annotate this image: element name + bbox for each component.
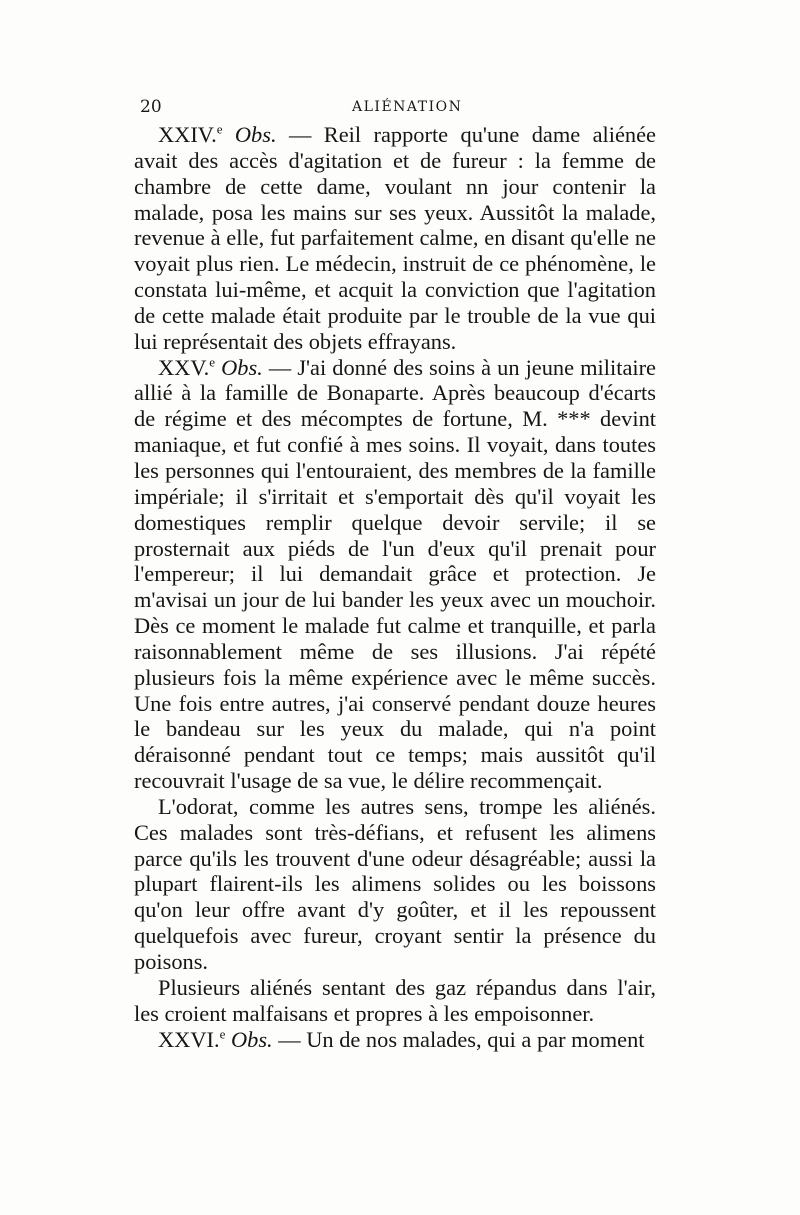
obs-superscript: e [216, 121, 223, 137]
paragraph-text: — Reil rapporte qu'une dame aliénée avait des accès d'agitation et de fureur : la femme de chambre de cette dame, voulant nn jour contenir la malade, posa les mains sur ses yeux. Aussitôt la malade, revenue à elle, fut parfaitement calme, en disant qu'elle ne voyait plus rien. Le médecin, instruit de ce phénomène, le constata lui-même, et acquit la conviction que l'agitation de cette malade était produite par le trouble de la vue qui lui représentait des objets effrayans. [134, 122, 656, 354]
paragraph-text: — Un de nos malades, qui a par moment [272, 1026, 645, 1052]
obs-abbreviation: Obs. [221, 354, 263, 380]
obs-abbreviation: Obs. [234, 122, 277, 147]
body-text [134, 122, 656, 1052]
obs-number: XXIV. [158, 122, 217, 147]
paragraph-text: — J'ai donné des soins à un jeune militaire allié à la famille de Bonaparte. Après beaucoup d'écarts de régime et des mécomptes de fortune, M. *** devint maniaque, et fut confié à mes soins. Il voyait, dans toutes les personnes qui l'entouraient, des membres de la famille impériale; il s'irritait et s'emportait dès qu'il voyait les domestiques remplir quelque devoir servile; il se prosternait aux piéds de l'un d'eux qu'il prenait pour l'empereur; il lui demandait grâce et protection. Je m'avisai un jour de lui bander les yeux avec un mouchoir. Dès ce moment le malade fut calme et tranquille, et parla raisonnablement même de ses illusions. J'ai répété plusieurs fois la même expérience avec le même succès. Une fois entre autres, j'ai conservé pendant douze heures le bandeau sur les yeux du malade, qui n'a point déraisonné pendant tout ce temps; mais aussitôt qu'il recouvrait l'usage de sa vue, le délire recommençait. [134, 354, 656, 794]
paragraph-gaz [134, 975, 656, 1027]
obs-number: XXVI. [158, 1026, 220, 1052]
obs-abbreviation: Obs. [230, 1026, 273, 1052]
paragraph-obs-25 [134, 355, 656, 794]
paragraph-obs-24 [134, 122, 656, 355]
paragraph-text: Plusieurs aliénés sentant des gaz répandus dans l'air, les croient malfaisans et propres à les empoisonner. [134, 974, 656, 1026]
page-header [136, 97, 654, 119]
obs-superscript: e [209, 354, 216, 370]
obs-number: XXV. [158, 354, 210, 380]
paragraph-odorat [134, 794, 656, 975]
running-head: ALIÉNATION [352, 99, 463, 115]
obs-superscript: e [219, 1026, 226, 1042]
page-number: 20 [140, 97, 162, 117]
paragraph-obs-26 [134, 1027, 656, 1053]
paragraph-text: L'odorat, comme les autres sens, trompe les aliénés. Ces malades sont très-défians, et refusent les alimens parce qu'ils les trouvent d'une odeur désagréable; aussi la plupart flairent-ils les alimens solides ou les boissons qu'on leur offre avant d'y goûter, et il les repoussent quelquefois avec fureur, croyant sentir la présence du poisons. [134, 793, 656, 974]
